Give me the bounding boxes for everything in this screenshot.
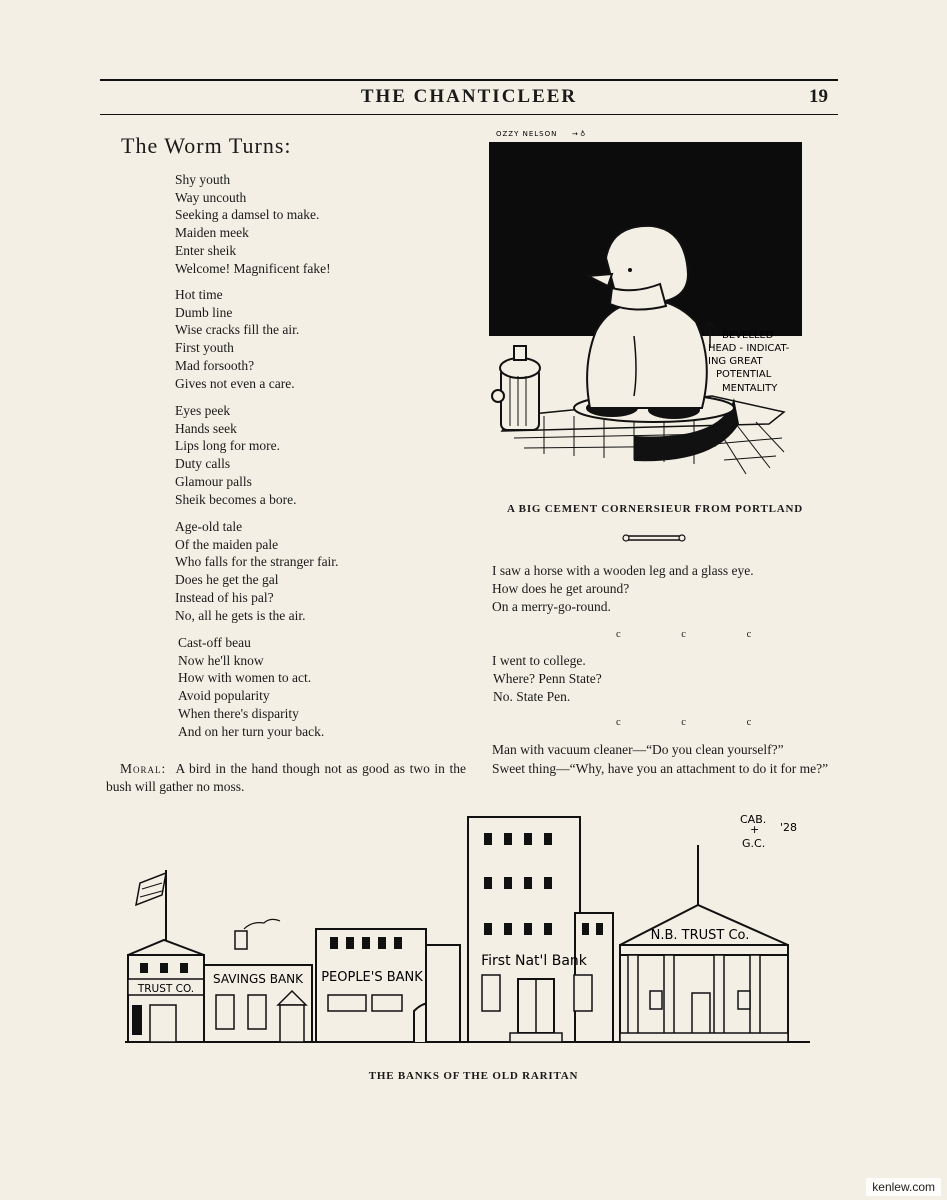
poem-stanza-1 [175, 171, 331, 277]
poem-stanza-2 [175, 286, 299, 392]
poem-line: Hot time [175, 287, 223, 302]
moral-text: A bird in the hand though not as good as two in the bush will gather no moss. [106, 761, 466, 794]
magazine-title: THE CHANTICLEER [360, 86, 578, 107]
svg-text:HEAD - INDICAT-: HEAD - INDICAT- [708, 343, 790, 354]
joke-college [492, 652, 602, 706]
poem-line: First youth [175, 340, 234, 356]
first-national-bank-sign: First Nat'l Bank [481, 953, 587, 969]
cartoon-caption: A BIG CEMENT CORNERSIEUR FROM PORTLAND [507, 503, 803, 515]
joke-line: On a merry-go-round. [492, 599, 611, 614]
peoples-bank-sign: PEOPLE'S BANK [321, 970, 423, 985]
poem-line: Welcome! Magnificent fake! [175, 260, 331, 276]
header-top-rule [100, 79, 838, 81]
poem-line: Avoid popularity [178, 688, 270, 704]
cartoon-illustration [484, 126, 814, 476]
poem-line: Who falls for the stranger fair. [175, 554, 339, 570]
joke-line: I saw a horse with a wooden leg and a glass eye. [492, 563, 754, 578]
poem-title: The Worm Turns: [121, 133, 292, 158]
joke-separator: c c c [616, 717, 781, 728]
svg-text:POTENTIAL: POTENTIAL [716, 369, 772, 380]
joke-line: Where? Penn State? [493, 671, 602, 686]
poem-line: Does he get the gal [175, 572, 279, 588]
svg-text:MENTALITY: MENTALITY [722, 383, 778, 394]
svg-text:G.C.: G.C. [742, 837, 766, 850]
artist-signature [740, 813, 797, 850]
poem-line: How with women to act. [178, 670, 312, 686]
peoples-bank-building [316, 929, 460, 1042]
svg-text:BEVELLED: BEVELLED [722, 330, 774, 341]
poem-stanza-3 [175, 402, 296, 508]
poem-line: Wise cracks fill the air. [175, 322, 300, 338]
poem-line: Eyes peek [175, 403, 231, 418]
poem-line: Glamour palls [175, 473, 252, 489]
poem-line: Seeking a damsel to make. [175, 207, 320, 223]
joke-line: Man with vacuum cleaner—“Do you clean yourself?” [492, 742, 784, 757]
poem-line: Sheik becomes a bore. [175, 491, 297, 507]
joke-separator: c c c [616, 629, 781, 640]
poem-line: Enter sheik [175, 242, 237, 258]
watermark: kenlew.com [866, 1178, 941, 1196]
svg-text:CAB.: CAB. [740, 813, 767, 826]
poem-line: Cast-off beau [178, 635, 251, 650]
section-divider-ornament [622, 531, 686, 545]
poem-line: Shy youth [175, 172, 231, 187]
joke-line: Sweet thing—“Why, have you an attachment to do it for me?” [492, 760, 829, 776]
poem-line: Way uncouth [175, 189, 247, 205]
poem-line: Now he'll know [178, 652, 264, 668]
poem-line: Instead of his pal? [175, 589, 274, 605]
banks-caption: THE BANKS OF THE OLD RARITAN [368, 1070, 579, 1082]
poem-stanza-4 [175, 518, 338, 624]
trust-co-building [128, 870, 204, 1042]
poem-moral [106, 760, 466, 796]
svg-text:+: + [750, 823, 760, 836]
poem-line: And on her turn your back. [178, 723, 325, 739]
joke-horse [492, 562, 754, 616]
poem-line: No, all he gets is the air. [175, 607, 306, 623]
joke-line: No. State Pen. [493, 689, 571, 704]
poem-stanza-5 [178, 634, 324, 740]
svg-text:ING GREAT: ING GREAT [708, 356, 763, 367]
fire-hydrant [492, 346, 540, 430]
poem-line: Age-old tale [175, 519, 243, 534]
poem-line: Duty calls [175, 456, 231, 472]
poem-line: When there's disparity [178, 705, 299, 721]
nb-trust-co-building [620, 845, 788, 1042]
poem-line: Hands seek [175, 420, 237, 436]
first-national-bank-building [468, 817, 613, 1042]
moral-label: Moral: [120, 761, 167, 776]
poem-line: Maiden meek [175, 225, 249, 241]
joke-line: I went to college. [492, 653, 586, 668]
poem-line: Gives not even a care. [175, 375, 295, 391]
nb-trust-co-sign: N.B. TRUST Co. [650, 928, 750, 943]
signature-mark: → ♁ [572, 130, 586, 138]
savings-bank-building [204, 919, 312, 1042]
poem-line: Lips long for more. [175, 438, 280, 454]
masthead [100, 86, 838, 110]
savings-bank-sign: SAVINGS BANK [212, 972, 304, 986]
joke-line: How does he get around? [492, 581, 630, 596]
svg-text:'28: '28 [780, 821, 798, 834]
joke-vacuum [480, 741, 835, 778]
cartoon-signature: OZZY NELSON [496, 130, 558, 138]
trust-co-sign: TRUST CO. [137, 983, 195, 995]
banks-illustration [120, 805, 820, 1065]
poem-line: Of the maiden pale [175, 536, 279, 552]
page-number: 19 [809, 86, 828, 107]
poem-line: Dumb line [175, 304, 233, 320]
header-bottom-rule [100, 114, 838, 115]
flag [136, 873, 166, 905]
poem-line: Mad forsooth? [175, 357, 255, 373]
